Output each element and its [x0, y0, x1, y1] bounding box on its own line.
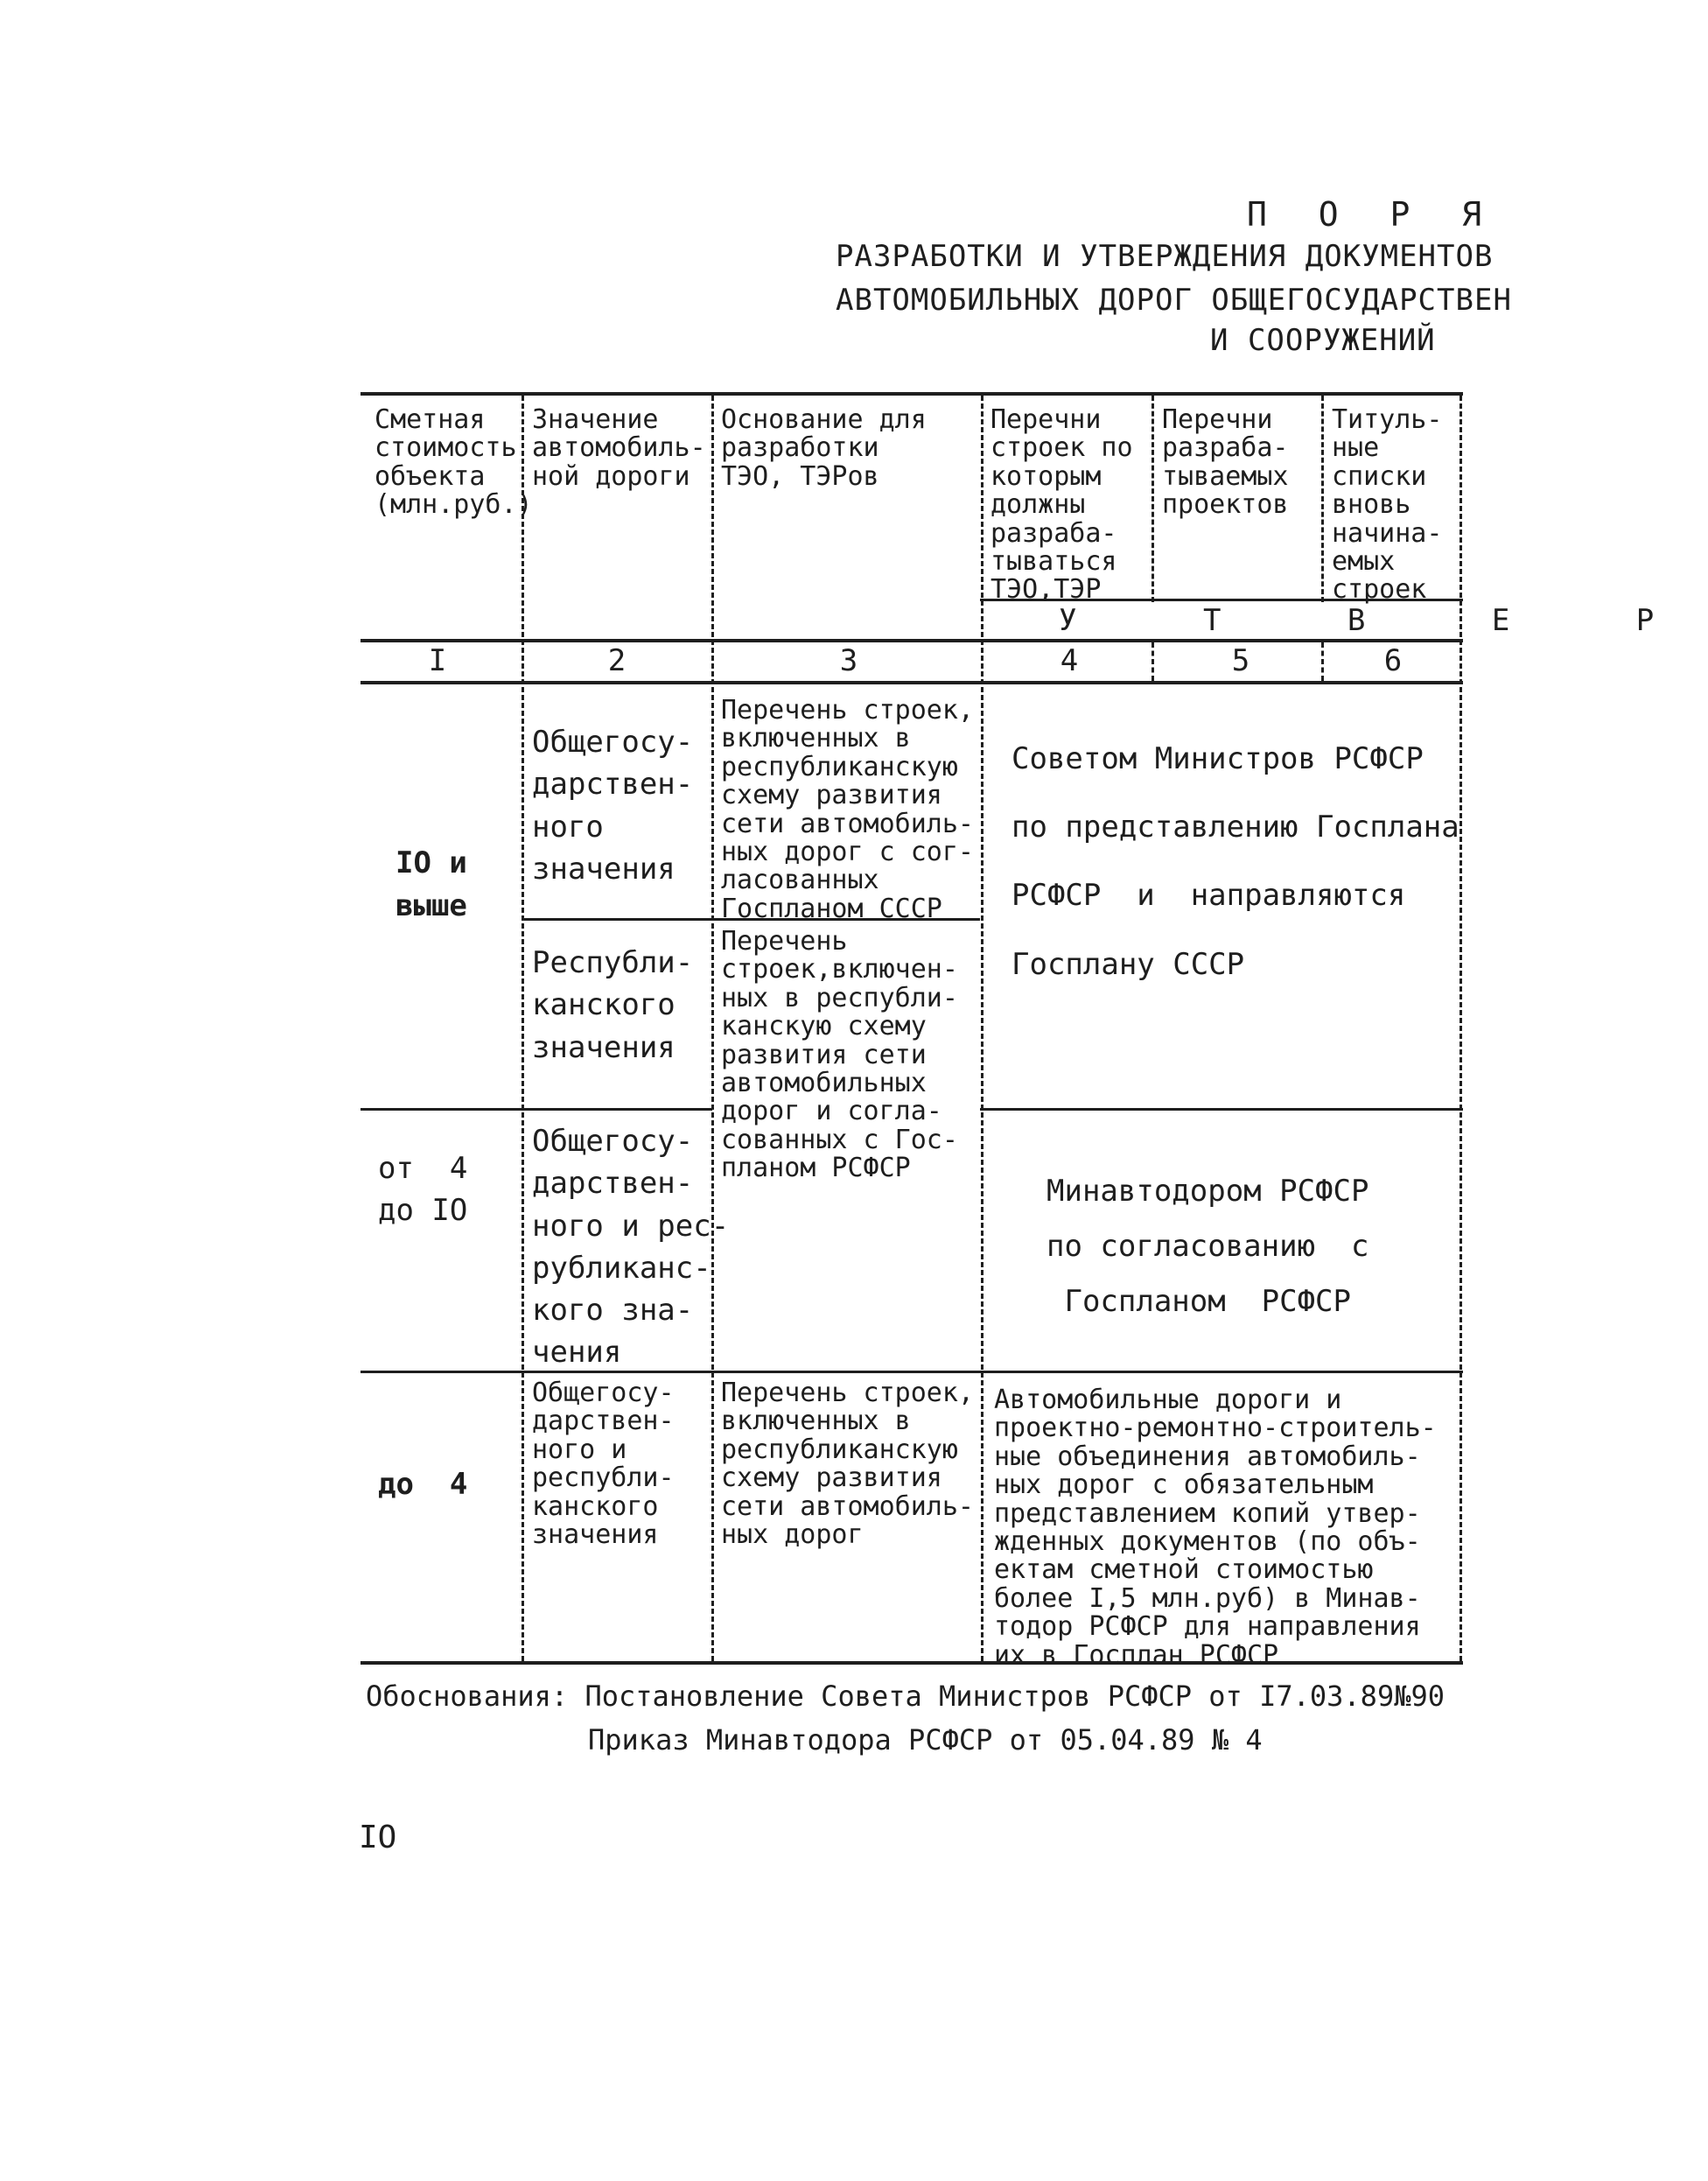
- footer-basis-line-2: Приказ Минавтодора РСФСР от 05.04.89 № 4: [588, 1723, 1263, 1757]
- col-number-5: 5: [1231, 643, 1250, 678]
- group1-significance-republic: Республи- канского значения: [532, 945, 694, 1065]
- col-divider-4: [1152, 396, 1154, 602]
- col-divider-4b: [1152, 642, 1154, 681]
- numbers-top-border: [360, 639, 1463, 642]
- header-feasibility-lists: Перечни строек по которым должны разраба- тываться ТЭО,ТЭР: [990, 404, 1133, 606]
- group1-approval: Советом Министров РСФСР по представлению Госплана РСФСР и направляются Госплану СССР: [1012, 741, 1460, 982]
- doc-title-line-2: РАЗРАБОТКИ И УТВЕРЖДЕНИЯ ДОКУМЕНТОВ: [836, 239, 1494, 274]
- col-number-1: I: [428, 643, 447, 678]
- numbers-bottom-border: [360, 681, 1463, 684]
- group1-significance-federal: Общегосу- дарствен- ного значения: [532, 725, 694, 887]
- group1-bottom-line: [360, 1108, 712, 1111]
- group2-cost: от 4 до IO: [378, 1151, 468, 1228]
- table-top-border: [360, 392, 1463, 396]
- group3-basis: Перечень строек, включенных в республиканскую схему развития сети автомобиль- ных дорог: [721, 1378, 974, 1550]
- group3-approval: Автомобильные дороги и проектно-ремонтно-строитель- ные объединения автомобиль- ных дорог с обязательным представлением копий утвер- жденных документов (по объ- ектам сметной стоимостью более I,5 млн.руб) в Минав- тодор РСФСР для направления их в Госплан РСФСР: [994, 1385, 1437, 1671]
- table-right-border: [1460, 396, 1462, 1661]
- header-title-lists: Титуль- ные списки вновь начина- емых строек: [1332, 404, 1443, 606]
- page-number: IO: [359, 1820, 397, 1855]
- group2-bottom-line: [360, 1371, 1463, 1373]
- header-significance: Значение автомобиль- ной дороги: [532, 404, 706, 492]
- group1-approval-bottom: [980, 1108, 1463, 1111]
- col-divider-3: [981, 396, 984, 1661]
- footer-basis-line-1: Обоснования: Постановление Совета Министров РСФСР от I7.03.89№90: [366, 1680, 1445, 1713]
- group3-cost: до 4: [378, 1467, 468, 1502]
- header-basis: Основание для разработки ТЭО, ТЭРов: [721, 404, 927, 492]
- group1-basis-federal: Перечень строек, включенных в республиканскую схему развития сети автомобиль- ных дорог с сог- ласованных Госпланом СССР: [721, 695, 974, 924]
- group2-basis: Перечень строек,включен- ных в республи- канскую схему развития сети автомобильных дорог и согла- сованных с Гос- планом РСФСР: [721, 926, 958, 1184]
- doc-title-spaced: П О Р Я: [1247, 195, 1498, 234]
- col-number-4: 4: [1060, 643, 1079, 678]
- group1-cost: IO и выше: [396, 845, 467, 924]
- doc-title-line-3: АВТОМОБИЛЬНЫХ ДОРОГ ОБЩЕГОСУДАРСТВЕН: [836, 283, 1512, 318]
- col-divider-5: [1321, 396, 1324, 602]
- group3-significance: Общегосу- дарствен- ного и республи- канского значения: [532, 1378, 675, 1550]
- col-number-2: 2: [607, 643, 626, 678]
- col-divider-1: [522, 396, 524, 1661]
- col-number-6: 6: [1383, 643, 1403, 678]
- header-project-lists: Перечни разраба- тываемых проектов: [1162, 404, 1289, 521]
- col-number-3: 3: [839, 643, 858, 678]
- col-divider-2: [711, 396, 714, 1661]
- group2-approval: Минавтодором РСФСР по согласованию с Госпланом РСФСР: [1046, 1174, 1369, 1319]
- doc-title-line-4: И СООРУЖЕНИЙ: [1210, 323, 1436, 358]
- header-cost: Сметная стоимость объекта (млн.руб.): [374, 404, 533, 521]
- col-divider-5b: [1321, 642, 1324, 681]
- header-approve-label: У Т В Е Р: [1059, 603, 1708, 638]
- group2-significance: Общегосу- дарствен- ного и рес- pубликанс- кого зна- чения: [532, 1124, 730, 1371]
